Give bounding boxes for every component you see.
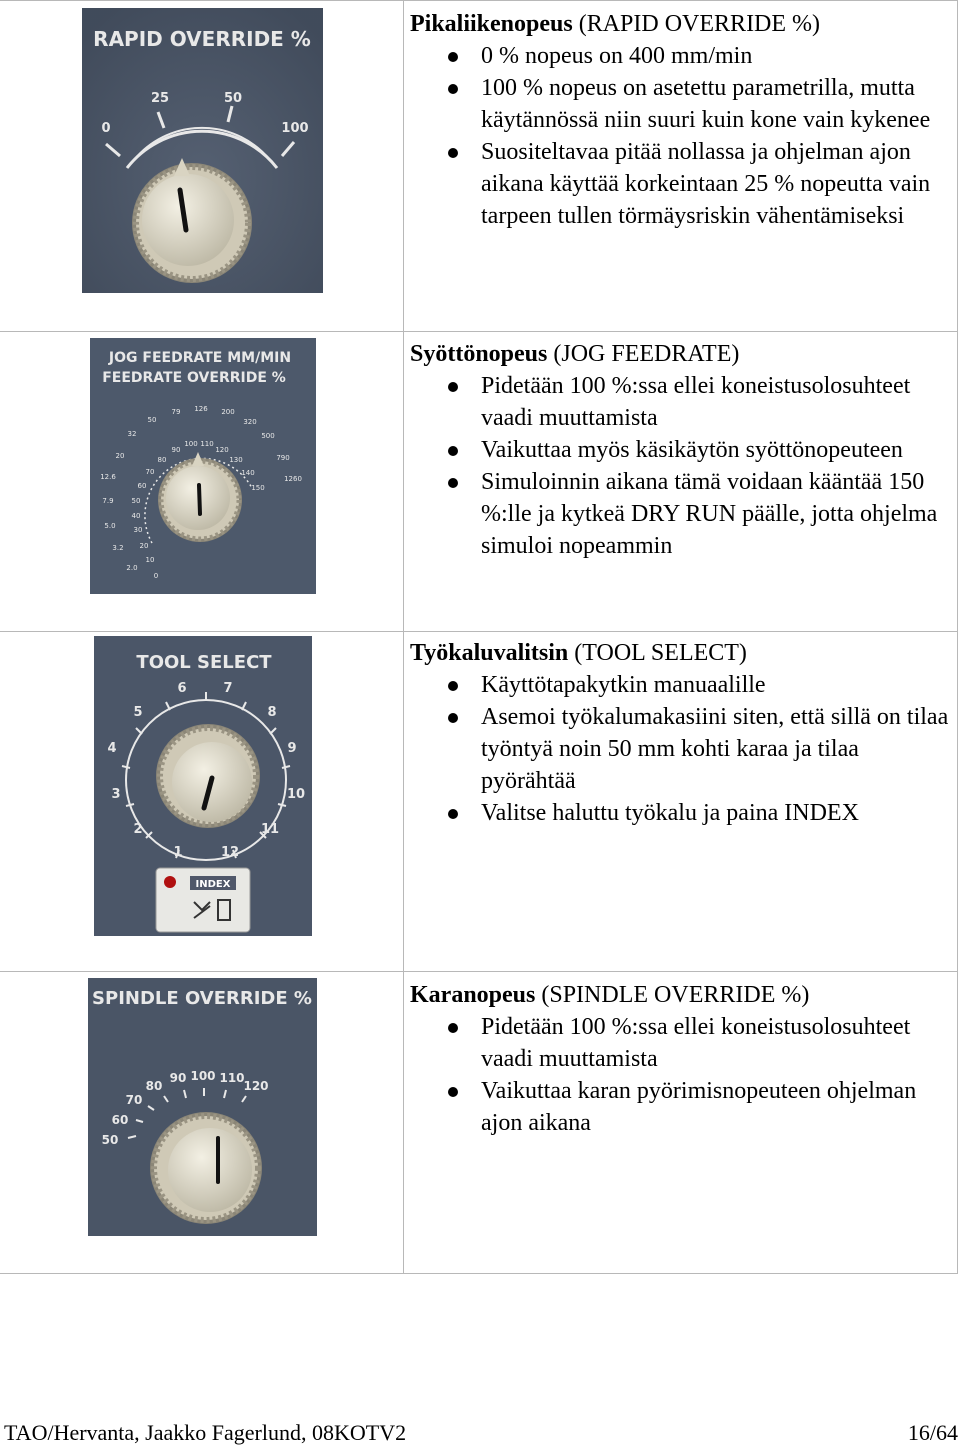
tick-label: 500 — [261, 432, 275, 440]
list-item: Käyttötapakytkin manuaalille — [410, 669, 955, 701]
tick-label: 100 — [281, 121, 309, 136]
bullet-icon — [448, 478, 458, 488]
tick-label: 120 — [243, 1079, 269, 1093]
list-item: Valitse haluttu työkalu ja paina INDEX — [410, 797, 955, 829]
tool-select-description — [410, 637, 955, 829]
section-heading: Pikaliikenopeus (RAPID OVERRIDE %) — [410, 11, 821, 37]
tick-label: 7.9 — [102, 497, 114, 505]
list-item: Vaikuttaa myös käsikäytön syöttönopeuteen — [410, 434, 955, 466]
bullet-icon — [448, 713, 458, 723]
tick-label: 6 — [177, 681, 187, 696]
list-item: Asemoi työkalumakasiini siten, että sillä on tilaa työntyä noin 50 mm kohti karaa ja tilaa pyörähtää — [410, 701, 955, 797]
jog-feedrate-photo — [90, 338, 316, 594]
bullet-list — [410, 669, 955, 829]
tick-label: 12 — [220, 845, 240, 860]
tick-label: 60 — [137, 482, 147, 490]
tick-label: 5 — [133, 705, 143, 720]
panel-label: JOG FEEDRATE MM/MIN — [108, 350, 292, 366]
tick-label: 8 — [267, 705, 277, 720]
bullet-icon — [448, 1087, 458, 1097]
tick-label: 50 — [147, 416, 157, 424]
tick-label: 10 — [286, 787, 306, 802]
row-divider — [0, 971, 958, 972]
row-divider — [0, 331, 958, 332]
indicator-led-icon — [164, 876, 176, 888]
bullet-icon — [448, 148, 458, 158]
tick-label: 0 — [153, 572, 159, 580]
tick-label: 50 — [101, 1133, 119, 1147]
tick-label: 120 — [215, 446, 229, 454]
tick-label: 1260 — [284, 475, 302, 483]
list-item: Suositeltavaa pitää nollassa ja ohjelman ajon aikana käyttää korkeintaan 25 % nopeutta vain tarpeen tullen törmäysriskin vähentämiseksi — [410, 136, 955, 232]
tick-label: 20 — [115, 452, 125, 460]
panel-label: SPINDLE OVERRIDE % — [92, 988, 312, 1009]
tick-label: 100 — [184, 440, 198, 448]
tick-label: 79 — [171, 408, 181, 416]
tick-label: 1 — [173, 845, 183, 860]
tick-label: 60 — [111, 1113, 129, 1127]
rapid-override-description — [410, 8, 955, 232]
tick-label: 90 — [171, 446, 181, 454]
tick-label: 9 — [287, 741, 297, 756]
tick-label: 110 — [219, 1071, 245, 1085]
list-item: Pidetään 100 %:ssa ellei koneistusolosuhteet vaadi muuttamista — [410, 1011, 955, 1075]
table-bottom-border — [0, 1273, 958, 1274]
bullet-icon — [448, 382, 458, 392]
spindle-override-photo — [88, 978, 317, 1236]
tool-select-knob[interactable] — [156, 724, 260, 828]
tick-label: 40 — [131, 512, 141, 520]
panel-label: TOOL SELECT — [136, 652, 272, 673]
jog-feedrate-description — [410, 338, 955, 562]
tick-label: 50 — [131, 497, 141, 505]
tick-label: 90 — [169, 1071, 187, 1085]
tick-label: 32 — [127, 430, 137, 438]
tick-label: 70 — [145, 468, 155, 476]
spindle-override-knob[interactable] — [150, 1112, 262, 1224]
footer-author: TAO/Hervanta, Jaakko Fagerlund, 08KOTV2 — [4, 1420, 407, 1445]
bullet-icon — [448, 681, 458, 691]
bullet-icon — [448, 52, 458, 62]
tick-label: 50 — [223, 91, 243, 106]
tick-label: 20 — [139, 542, 149, 550]
tick-label: 790 — [276, 454, 290, 462]
section-heading: Työkaluvalitsin (TOOL SELECT) — [410, 640, 747, 666]
tick-label: 320 — [243, 418, 257, 426]
section-heading: Karanopeus (SPINDLE OVERRIDE %) — [410, 982, 810, 1008]
panel-label: FEEDRATE OVERRIDE % — [102, 370, 286, 386]
tick-label: 0 — [101, 121, 111, 136]
page-number: 16/64 — [907, 1420, 958, 1445]
tick-label: 10 — [145, 556, 155, 564]
tick-label: 70 — [125, 1093, 143, 1107]
tick-label: 30 — [133, 526, 143, 534]
spindle-override-description — [410, 979, 955, 1139]
bullet-icon — [448, 84, 458, 94]
column-divider — [403, 0, 404, 1274]
tick-label: 12.6 — [100, 473, 116, 481]
tick-label: 2.0 — [126, 564, 138, 572]
tick-label: 110 — [200, 440, 214, 448]
tick-label: 3 — [111, 787, 121, 802]
tick-label: 80 — [157, 456, 167, 464]
bullet-icon — [448, 1023, 458, 1033]
index-button[interactable] — [156, 868, 250, 932]
tick-label: 126 — [194, 405, 208, 413]
tool-select-photo — [94, 636, 312, 936]
tick-label: 140 — [241, 469, 255, 477]
list-item: 0 % nopeus on 400 mm/min — [410, 40, 955, 72]
panel-label: RAPID OVERRIDE % — [93, 27, 311, 51]
tick-label: 80 — [145, 1079, 163, 1093]
tick-label: 11 — [260, 822, 280, 837]
tick-label: 200 — [221, 408, 235, 416]
button-label: INDEX — [195, 879, 231, 890]
tick-label: 2 — [133, 822, 143, 837]
bullet-icon — [448, 446, 458, 456]
list-item: Pidetään 100 %:ssa ellei koneistusolosuhteet vaadi muuttamista — [410, 370, 955, 434]
tick-label: 130 — [229, 456, 243, 464]
bullet-icon — [448, 809, 458, 819]
bullet-list — [410, 370, 955, 562]
list-item: 100 % nopeus on asetettu parametrilla, mutta käytännössä niin suuri kuin kone vain kykenee — [410, 72, 955, 136]
list-item: Vaikuttaa karan pyörimisnopeuteen ohjelman ajon aikana — [410, 1075, 955, 1139]
list-item: Simuloinnin aikana tämä voidaan kääntää 150 %:lle ja kytkeä DRY RUN päälle, jotta ohjelma simuloi nopeammin — [410, 466, 955, 562]
tick-label: 25 — [150, 91, 170, 106]
bullet-list — [410, 1011, 955, 1139]
rapid-override-photo — [82, 8, 323, 293]
tick-label: 7 — [223, 681, 233, 696]
table-top-border — [0, 0, 958, 1]
tick-label: 150 — [251, 484, 265, 492]
tick-label: 5.0 — [104, 522, 116, 530]
row-divider — [0, 631, 958, 632]
section-heading: Syöttönopeus (JOG FEEDRATE) — [410, 341, 740, 367]
bullet-list — [410, 40, 955, 232]
tick-label: 3.2 — [112, 544, 124, 552]
tick-label: 100 — [190, 1069, 216, 1083]
tick-label: 4 — [107, 741, 117, 756]
table-right-border — [957, 0, 958, 1274]
